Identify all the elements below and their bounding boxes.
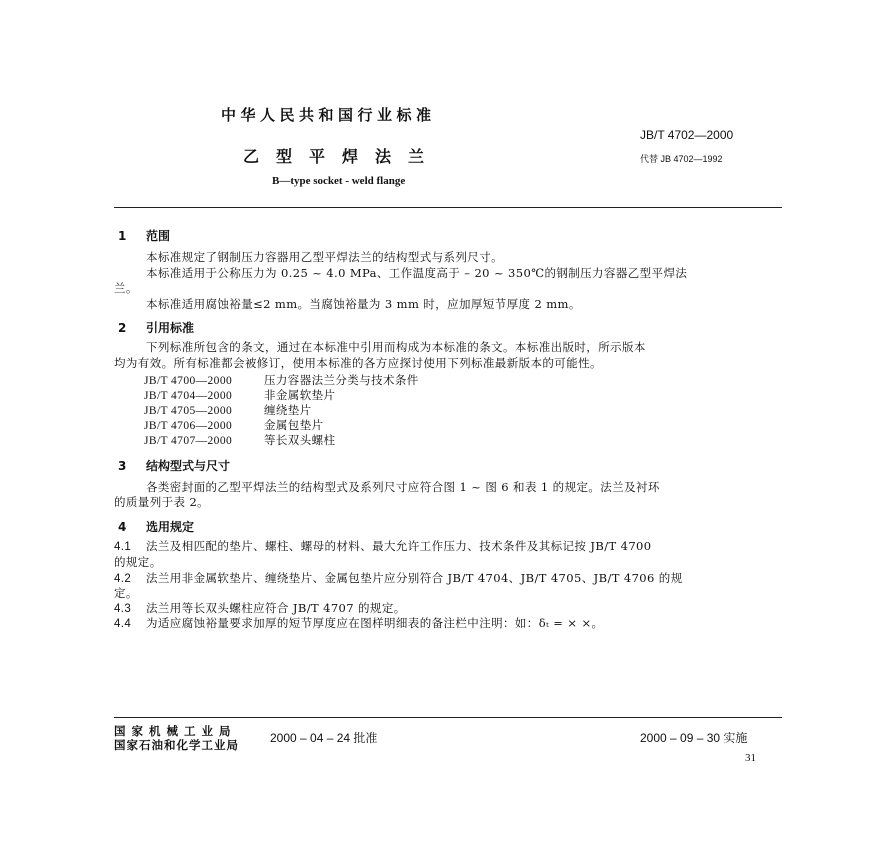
reference-item — [144, 373, 419, 389]
paragraph: 本标准适用于公称压力为 0.25 ~ 4.0 MPa、工作温度高于 – 20 ~ 350℃的钢制压力容器乙型平焊法 — [146, 266, 688, 280]
reference-code: JB/T 4705—2000 — [144, 405, 233, 417]
clause-number: 4.1 — [114, 541, 132, 553]
clause-text: 法兰用非金属软垫片、缠绕垫片、金属包垫片应分别符合 JB/T 4704、JB/T 4705、JB/T 4706 的规 — [146, 571, 683, 585]
footer-divider — [114, 717, 782, 718]
clause-item — [114, 601, 406, 617]
reference-item — [144, 403, 312, 419]
clause-text: 为适应腐蚀裕量要求加厚的短节厚度应在图样明细表的备注栏中注明：如：δₜ = × ×。 — [146, 616, 604, 630]
paragraph-continuation: 兰。 — [114, 281, 138, 295]
section-number: 2 — [118, 321, 127, 335]
section-number: 4 — [118, 520, 127, 534]
issuing-authority-2: 国家石油和化学工业局 — [114, 738, 239, 752]
replaces-standard: 代替 JB 4702—1992 — [640, 154, 723, 164]
section-4-heading — [118, 518, 194, 535]
document-title: 乙型平焊法兰 — [243, 147, 442, 166]
issuing-authority-1: 国 家 机 械 工 业 局 — [114, 724, 232, 738]
section-title: 结构型式与尺寸 — [146, 459, 231, 473]
clause-text: 法兰用等长双头螺柱应符合 JB/T 4707 的规定。 — [146, 601, 406, 615]
section-3-heading — [118, 457, 230, 474]
paragraph: 本标准适用腐蚀裕量≤2 mm。当腐蚀裕量为 3 mm 时，应加厚短节厚度 2 mm。 — [146, 297, 581, 311]
clause-item — [114, 539, 651, 555]
paragraph: 下列标准所包含的条文，通过在本标准中引用而构成为本标准的条文。本标准出版时，所示版本 — [146, 340, 646, 354]
reference-item — [144, 388, 335, 404]
section-title: 范围 — [146, 229, 171, 243]
clause-continuation: 定。 — [114, 586, 138, 600]
paragraph-continuation: 的质量列于表 2。 — [114, 495, 210, 509]
approval-date: 2000 – 04 – 24 批准 — [270, 731, 378, 745]
reference-name: 金属包垫片 — [264, 418, 324, 432]
standard-code: JB/T 4702—2000 — [640, 128, 734, 142]
reference-name: 压力容器法兰分类与技术条件 — [264, 373, 419, 387]
standard-type-heading: 中华人民共和国行业标准 — [221, 106, 436, 124]
paragraph-continuation: 均为有效。所有标准都会被修订，使用本标准的各方应探讨使用下列标准最新版本的可能性。 — [114, 356, 602, 370]
reference-code: JB/T 4704—2000 — [144, 390, 233, 402]
section-title: 选用规定 — [146, 520, 195, 534]
reference-name: 缠绕垫片 — [264, 403, 312, 417]
section-title: 引用标准 — [146, 321, 195, 335]
clause-number: 4.2 — [114, 573, 132, 585]
paragraph: 本标准规定了钢制压力容器用乙型平焊法兰的结构型式与系列尺寸。 — [146, 250, 503, 264]
reference-item — [144, 433, 335, 449]
reference-code: JB/T 4707—2000 — [144, 435, 233, 447]
section-2-heading — [118, 319, 194, 336]
reference-code: JB/T 4700—2000 — [144, 375, 233, 387]
section-1-heading — [118, 227, 170, 244]
clause-number: 4.3 — [114, 603, 132, 615]
clause-text: 法兰及相匹配的垫片、螺柱、螺母的材料、最大允许工作压力、技术条件及其标记按 JB/T 4700 — [146, 539, 652, 553]
reference-item — [144, 418, 324, 434]
effective-date: 2000 – 09 – 30 实施 — [640, 731, 748, 745]
document-title-english: B—type socket - weld flange — [272, 175, 406, 187]
page-number: 31 — [745, 752, 756, 764]
header-divider — [114, 207, 782, 208]
reference-name: 非金属软垫片 — [264, 388, 336, 402]
section-number: 1 — [118, 229, 127, 243]
reference-name: 等长双头螺柱 — [264, 433, 336, 447]
clause-item — [114, 571, 683, 587]
section-number: 3 — [118, 459, 127, 473]
reference-code: JB/T 4706—2000 — [144, 420, 233, 432]
clause-item — [114, 616, 603, 632]
clause-number: 4.4 — [114, 618, 132, 630]
paragraph: 各类密封面的乙型平焊法兰的结构型式及系列尺寸应符合图 1 ~ 图 6 和表 1 的规定。法兰及衬环 — [146, 480, 660, 494]
clause-continuation: 的规定。 — [114, 555, 162, 569]
